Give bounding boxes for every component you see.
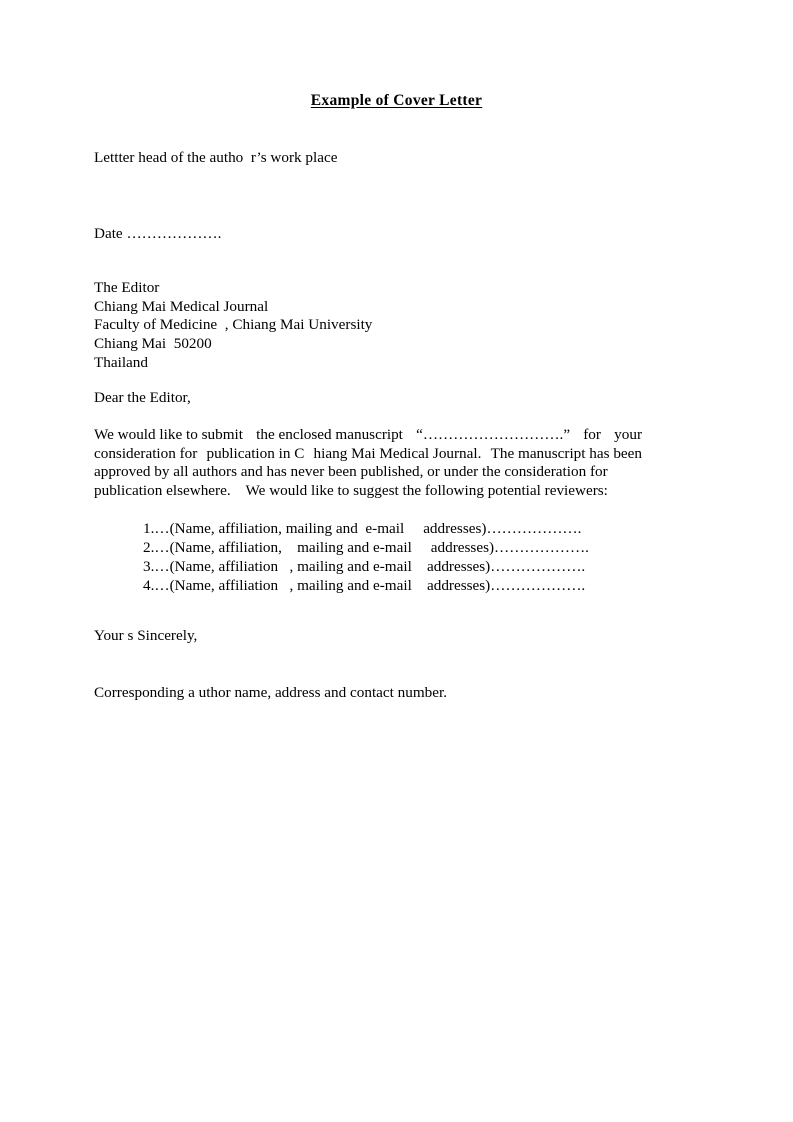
body-segment: publication elsewhere. We would like to suggest the following potential reviewers: bbox=[94, 482, 608, 500]
letterhead-line: Lettter head of the autho r’s work place bbox=[94, 149, 338, 166]
list-item bbox=[143, 557, 589, 576]
reviewer-list bbox=[143, 519, 589, 595]
list-item bbox=[143, 538, 589, 557]
body-segment: publication in C bbox=[206, 444, 305, 462]
body-segment: the enclosed manuscript bbox=[256, 426, 403, 443]
list-item bbox=[143, 519, 589, 538]
salutation-line: Dear the Editor, bbox=[94, 389, 191, 406]
body-line-4 bbox=[94, 482, 642, 501]
body-line-2 bbox=[94, 445, 642, 464]
address-line-faculty: Faculty of Medicine , Chiang Mai University bbox=[94, 316, 373, 334]
body-segment: The manuscript has been bbox=[490, 444, 642, 462]
address-line-country: Thailand bbox=[94, 353, 148, 371]
recipient-address-block bbox=[94, 279, 372, 373]
closing-line: Your s Sincerely, bbox=[94, 627, 198, 644]
address-line-journal: Chiang Mai Medical Journal bbox=[94, 297, 269, 315]
body-paragraph bbox=[94, 426, 642, 501]
body-segment: hiang Mai Medical Journal. bbox=[313, 444, 482, 462]
address-line-city-postcode: Chiang Mai 50200 bbox=[94, 335, 212, 353]
page-title bbox=[0, 92, 793, 110]
page-title-text: Example of Cover Letter bbox=[310, 92, 483, 109]
list-item-dotted-leader: ………………. bbox=[494, 539, 589, 556]
list-item-text: …(Name, affiliation , mailing and e-mail addresses) bbox=[154, 558, 491, 575]
body-segment-manuscript-title-blank: “……………………….” bbox=[416, 426, 571, 443]
list-item-number: 2. bbox=[143, 539, 155, 556]
list-item-number: 4. bbox=[143, 577, 155, 594]
list-item-text: …(Name, affiliation , mailing and e-mail addresses) bbox=[154, 577, 491, 594]
list-item-text: …(Name, affiliation, mailing and e-mail addresses) bbox=[154, 520, 487, 537]
body-line-1 bbox=[94, 426, 642, 445]
address-line-editor: The Editor bbox=[94, 279, 160, 296]
date-line bbox=[94, 225, 221, 244]
list-item-number: 1. bbox=[143, 520, 155, 537]
list-item-dotted-leader: ………………. bbox=[490, 558, 586, 575]
body-segment: consideration for bbox=[94, 444, 198, 462]
body-line-3 bbox=[94, 463, 642, 482]
date-label: Date bbox=[94, 225, 123, 242]
body-segment: We would like to submit bbox=[94, 426, 243, 443]
corresponding-author-line: Corresponding a uthor name, address and contact number. bbox=[94, 684, 448, 701]
list-item-dotted-leader: ………………. bbox=[486, 520, 582, 537]
list-item bbox=[143, 576, 589, 595]
body-segment: for bbox=[583, 426, 601, 443]
list-item-text: …(Name, affiliation, mailing and e-mail addresses) bbox=[154, 539, 495, 556]
body-segment: approved by all authors and has never been published, or under the consideration for bbox=[94, 463, 608, 481]
list-item-dotted-leader: ………………. bbox=[490, 577, 586, 594]
date-dotted-leader: ………………. bbox=[126, 225, 222, 242]
body-segment: your bbox=[614, 426, 642, 443]
list-item-number: 3. bbox=[143, 558, 155, 575]
